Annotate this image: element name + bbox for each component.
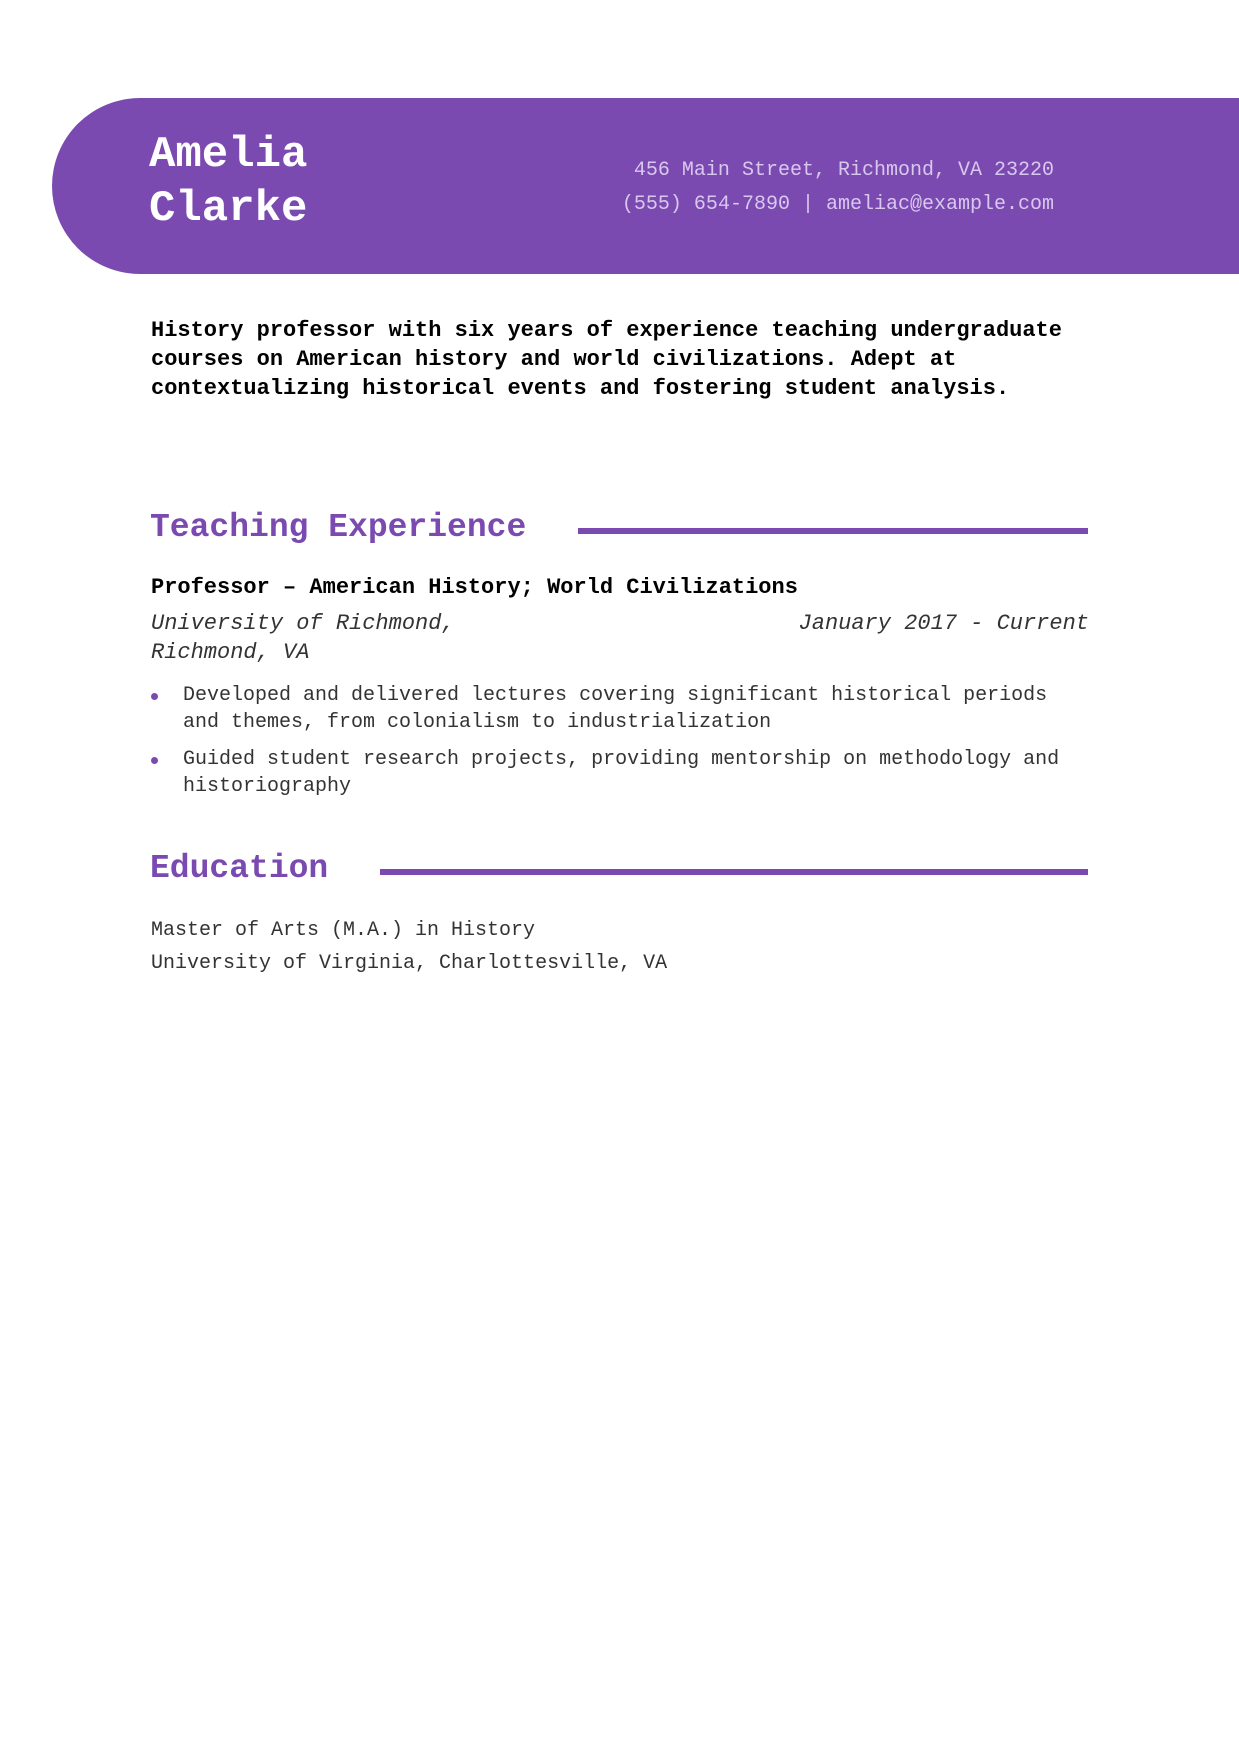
job-bullets bbox=[151, 682, 1089, 810]
job-title: Professor – American History; World Civilizations bbox=[151, 575, 798, 600]
first-name: Amelia bbox=[149, 130, 308, 180]
bullet-dot-icon bbox=[151, 757, 158, 764]
experience-heading: Teaching Experience bbox=[150, 509, 527, 546]
phone-email: (555) 654-7890 | ameliac@example.com bbox=[621, 193, 1054, 216]
degree: Master of Arts (M.A.) in History bbox=[151, 919, 536, 942]
job-organization: University of Richmond, Richmond, VA bbox=[151, 611, 455, 665]
section-divider bbox=[578, 528, 1088, 534]
list-item bbox=[151, 746, 1089, 800]
education-section-header bbox=[150, 849, 1088, 889]
last-name: Clarke bbox=[149, 184, 308, 234]
section-divider bbox=[380, 869, 1088, 875]
job-dates: January 2017 - Current bbox=[798, 611, 1089, 636]
education-heading: Education bbox=[150, 850, 329, 887]
education-entry bbox=[151, 914, 667, 980]
experience-section-header bbox=[150, 508, 1088, 548]
candidate-name bbox=[149, 128, 449, 236]
school: University of Virginia, Charlottesville, VA bbox=[151, 952, 668, 975]
bullet-text: Developed and delivered lectures covering significant historical periods and themes, from colonialism to industrialization bbox=[183, 684, 1048, 734]
bullet-dot-icon bbox=[151, 693, 158, 700]
list-item bbox=[151, 682, 1089, 736]
professional-summary: History professor with six years of experience teaching undergraduate courses on American history and world civilizations. Adept at contextualizing historical events and fostering student analysis. bbox=[151, 318, 1062, 401]
bullet-text: Guided student research projects, providing mentorship on methodology and historiography bbox=[183, 748, 1060, 798]
address: 456 Main Street, Richmond, VA 23220 bbox=[633, 159, 1054, 182]
contact-info bbox=[622, 154, 1054, 222]
